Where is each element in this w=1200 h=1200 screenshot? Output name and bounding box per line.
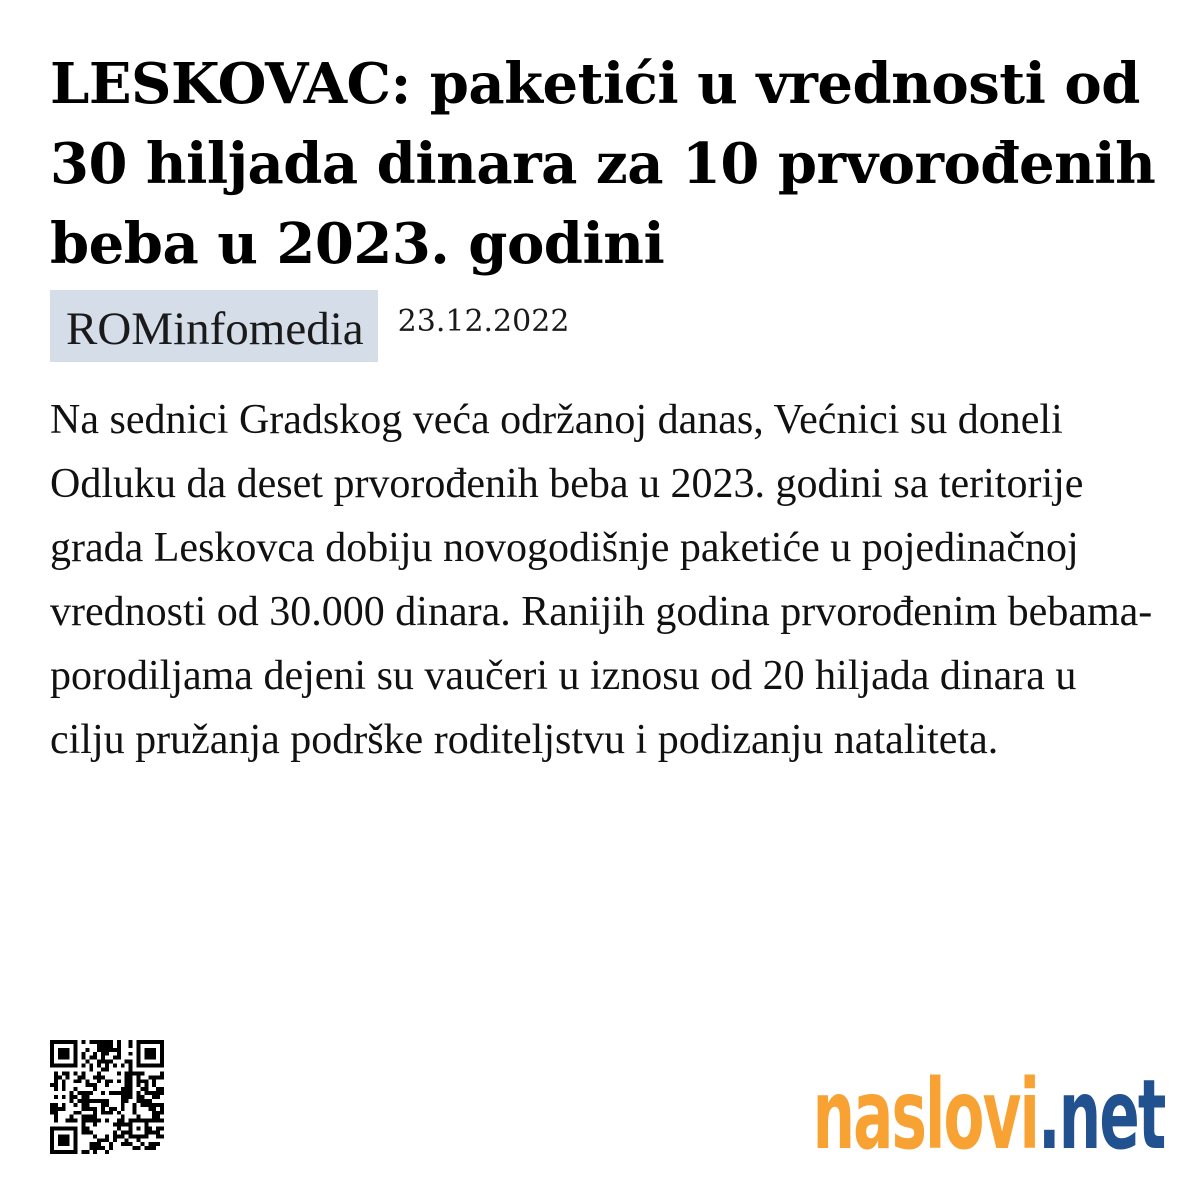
logo-text-net: .net bbox=[1037, 1059, 1164, 1171]
naslovi-logo[interactable] bbox=[812, 1060, 1164, 1170]
qr-code-icon bbox=[50, 1040, 164, 1154]
article-meta bbox=[50, 290, 569, 362]
logo-text-naslovi: naslovi bbox=[812, 1059, 1038, 1171]
article-headline: LESKOVAC: paketići u vrednosti od 30 hiljada dinara za 10 prvorođenih beba u 2023. godini bbox=[50, 51, 1156, 277]
publish-date: 23.12.2022 bbox=[397, 304, 570, 339]
source-badge[interactable]: ROMinfomedia bbox=[50, 290, 378, 362]
article-body: Na sednici Gradskog veća održanoj danas, Većnici su doneli Odluku da deset prvorođenih beba u 2023. godini sa teritorije grada Leskovca dobiju novogodišnje paketiće u pojedinačnoj vrednosti od 30.000 dinara. Ranijih godina prvorođenim bebama-porodiljama dejeni su vaučeri u iznosu od 20 hiljada dinara u cilju pružanja podrške roditeljstvu i podizanju nataliteta. bbox=[50, 397, 1153, 763]
